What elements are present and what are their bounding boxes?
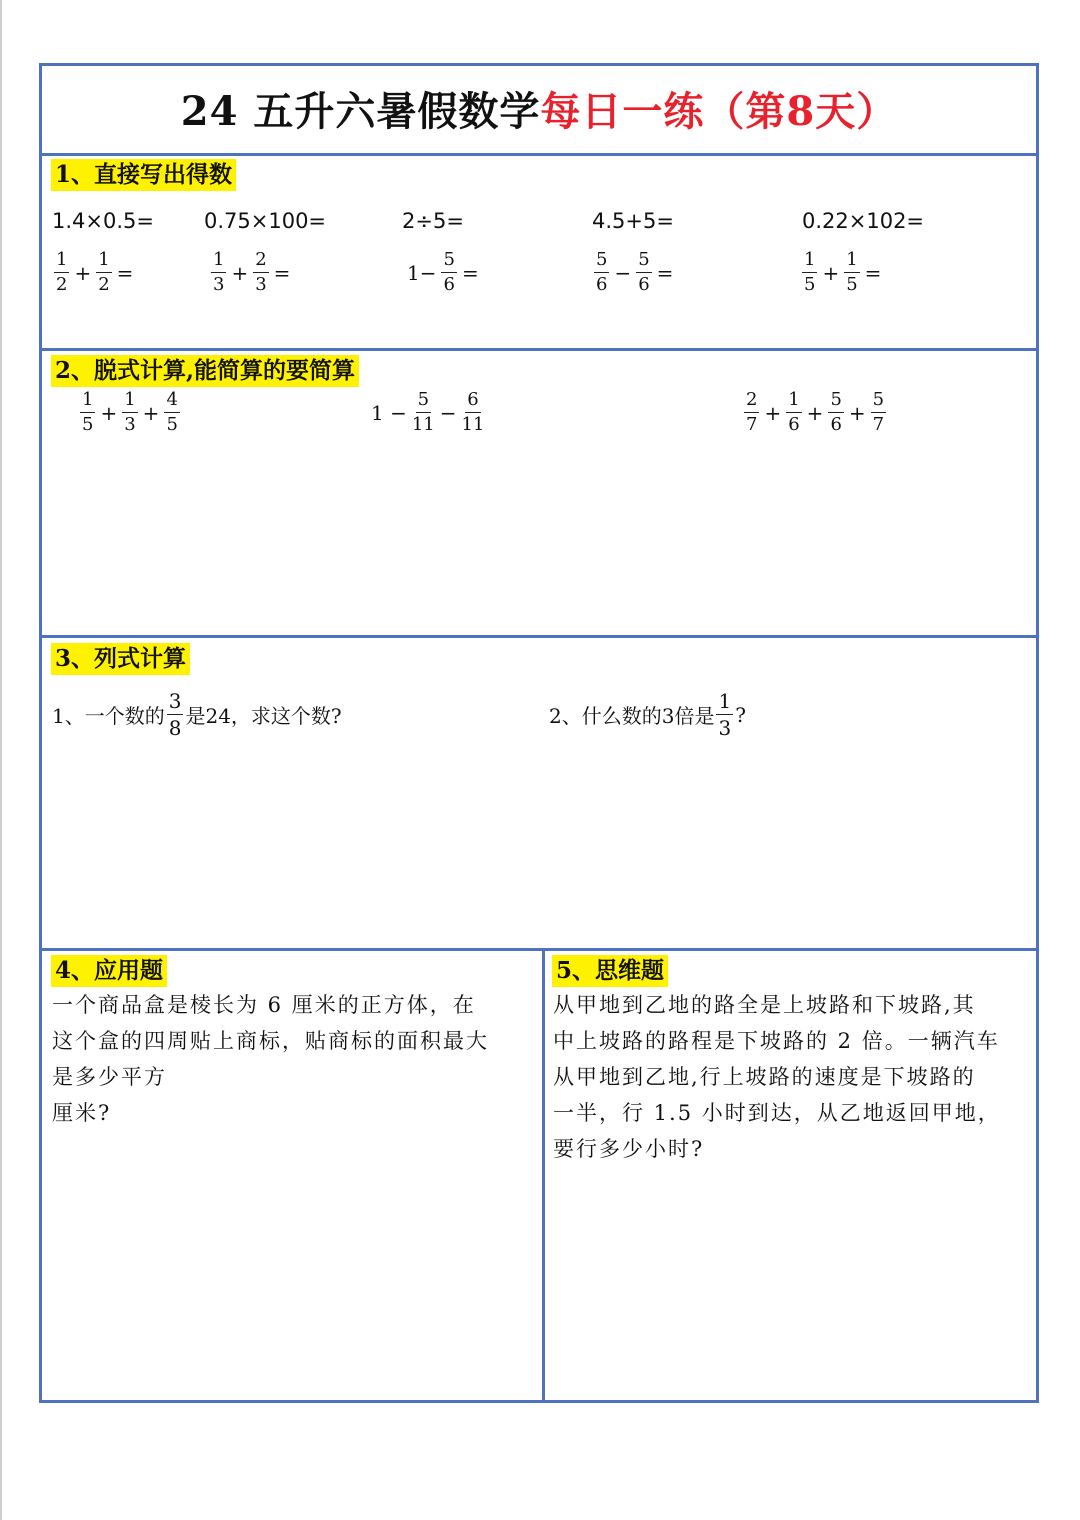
section-3-header: 3、列式计算	[51, 643, 190, 675]
worksheet-title	[42, 80, 1036, 137]
divider	[42, 153, 1036, 156]
problem-line: 这个盒的四周贴上商标，贴商标的面积最大	[52, 1029, 489, 1053]
oral-item: 2÷5=	[402, 209, 464, 233]
problem-line: 一半，行 1.5 小时到达，从乙地返回甲地，	[553, 1101, 1001, 1125]
fraction-item: $\frac{1}{2}$ + $\frac{1}{2}$ =	[56, 249, 134, 295]
divider	[42, 635, 1036, 638]
oral-item: 1.4×0.5=	[52, 209, 154, 233]
problem-line: 从甲地到乙地,行上坡路的速度是下坡路的	[553, 1065, 976, 1089]
equation-question-1: 1、一个数的 $\frac{3}{8}$ 是24，求这个数?	[52, 689, 342, 740]
problem-line: 厘米?	[52, 1101, 112, 1125]
oral-item: 4.5+5=	[592, 209, 674, 233]
column-divider	[542, 950, 545, 1403]
problem-line: 要行多少小时?	[553, 1137, 705, 1161]
equation-question-2: 2、什么数的3倍是 $\frac{1}{3}$ ?	[549, 689, 746, 740]
thinking-problem	[553, 987, 1033, 1167]
problem-line: 是多少平方	[52, 1065, 167, 1089]
section-1-header: 1、直接写出得数	[51, 159, 236, 191]
section-2-header: 2、脱式计算,能简算的要简算	[51, 355, 359, 387]
oral-item: 0.75×100=	[204, 209, 327, 233]
section-4-header: 4、应用题	[51, 955, 167, 987]
problem-line: 从甲地到乙地的路全是上坡路和下坡路,其	[553, 993, 976, 1017]
oral-item: 0.22×102=	[802, 209, 925, 233]
divider	[42, 948, 1036, 951]
title-main: 24 五升六暑假数学	[180, 88, 541, 135]
problem-line: 一个商品盒是棱长为 6 厘米的正方体，在	[52, 993, 476, 1017]
problem-line: 中上坡路的路程是下坡路的 2 倍。一辆汽车	[553, 1029, 1000, 1053]
section-5-header: 5、思维题	[552, 955, 668, 987]
fraction-item: $\frac{1}{3}$ + $\frac{2}{3}$ =	[213, 249, 291, 295]
calc-expression-2: 1 − $\frac{5}{11}$ − $\frac{6}{11}$	[371, 389, 485, 435]
worksheet	[39, 63, 1039, 1403]
fraction-item: $\frac{1}{5}$ + $\frac{1}{5}$ =	[804, 249, 882, 295]
calc-expression-3: $\frac{2}{7}$ + $\frac{1}{6}$ + $\frac{5}{6}$ + $\frac{5}{7}$	[746, 389, 885, 435]
word-problem	[52, 987, 532, 1131]
fraction-item: 1− $\frac{5}{6}$ =	[407, 249, 479, 295]
divider	[42, 348, 1036, 351]
fraction-item: $\frac{5}{6}$ − $\frac{5}{6}$ =	[596, 249, 674, 295]
page-edge	[0, 0, 2, 1520]
calc-expression-1: $\frac{1}{5}$ + $\frac{1}{3}$ + $\frac{4}{5}$	[82, 389, 178, 435]
title-highlight: 每日一练（第8天）	[540, 88, 898, 135]
